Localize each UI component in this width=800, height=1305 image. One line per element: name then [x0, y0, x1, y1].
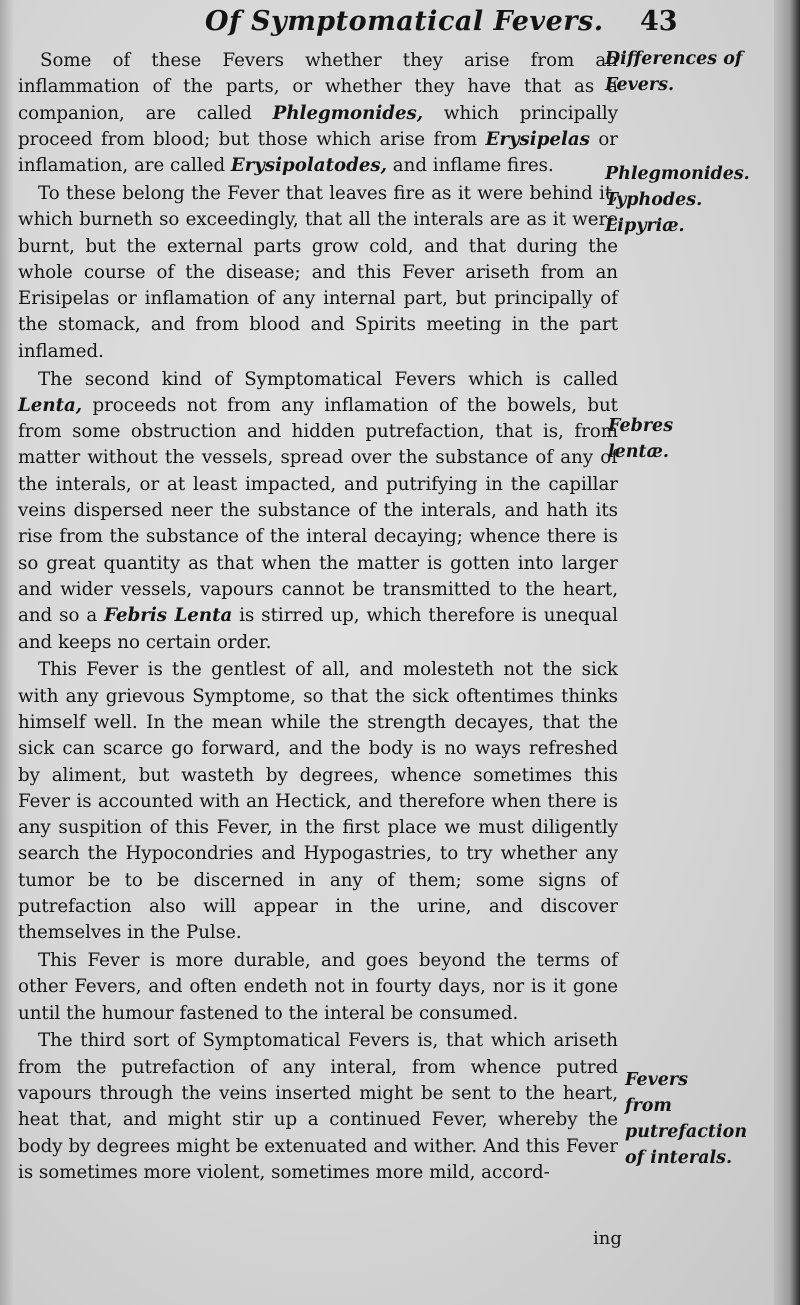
- margin-note-differences: Differences of Fevers.: [605, 49, 743, 95]
- text-run: is stirred up, which therefore is unequal and keeps no certain order.: [18, 605, 619, 653]
- text-run: This Fever is the gentlest of all, and molesteth not the sick with any grievous Symptome, so that the sick oftentimes thinks himself well. In the mean while the strength decayes, that the sick can scarce go forward, and the body is no ways refreshed by aliment, but wasteth by degrees, whence sometimes this Fever is accounted with an Hectick, and therefore when there is any suspition of this Fever, in the first place we must diligently search the Hypocondries and Hypogastries, to try whether any tumor be to be discerned in any of them; some signs of putrefaction also will appear in the urine, and discover themselves in the Pulse.: [18, 659, 618, 944]
- body-text: [18, 48, 618, 1188]
- italic-term: Erysipolatodes,: [230, 155, 387, 177]
- page-left-shadow: [0, 0, 14, 1305]
- italic-term: Phlegmonides,: [272, 102, 424, 124]
- text-run: proceeds not from any inflamation of the bowels, but from some obstruction and hidden putrefaction, that is, from matter without the vessels, spread over the substance of any of the interals, or at least impacted, and putrifying in the capillar veins dispersed neer the substance of the interals, and hath its rise from the substance of the interal decaying; whence there is so great quantity as that when the matter is gotten into larger and wider vessels, vapours cannot be transmitted to the heart, and so a: [18, 394, 618, 627]
- text-run: To these belong the Fever that leaves fire as it were behind it, which burneth so exceedingly, that all the interals are as it were burnt, but the external parts grow cold, and that during the whole course of the disease; and this Fever ariseth from an Erisipelas or inflamation of any internal part, but principally of the stomack, and from blood and Spirits meeting in the part inflamed.: [18, 182, 618, 362]
- paragraph: [18, 181, 618, 365]
- page-number: 43: [640, 6, 678, 37]
- italic-term: Erysipelas: [485, 128, 590, 150]
- paragraph: [18, 657, 618, 946]
- paragraph: [18, 367, 618, 656]
- page-header: [0, 4, 800, 44]
- text-run: The second kind of Symptomatical Fevers which is called: [38, 368, 618, 390]
- text-run: which principally proceed from blood; but those which arise from: [18, 102, 618, 150]
- text-run: or inflamation, are called: [18, 128, 618, 177]
- paragraph: [18, 948, 618, 1027]
- italic-term: Febris Lenta: [104, 605, 233, 627]
- margin-note-fevers-from-putrefaction: Fevers from putrefaction of interals.: [625, 1070, 748, 1168]
- paragraph: [18, 1028, 618, 1186]
- text-run: This Fever is more durable, and goes beyond the terms of other Fevers, and often endeth not in fourty days, nor is it gone until the humour fastened to the interal be consumed.: [18, 950, 618, 1024]
- margin-note-febres-lentae: Febres lentæ.: [608, 416, 674, 462]
- margin-note-phlegmonides: Phlegmonides. Typhodes. Lipyriæ.: [605, 164, 750, 236]
- italic-term: Lenta,: [18, 394, 83, 416]
- catchword: ing: [593, 1228, 622, 1249]
- running-title: Of Symptomatical Fevers.: [205, 6, 604, 37]
- text-run: and inflame fires.: [387, 155, 554, 177]
- paragraph: [18, 48, 618, 179]
- text-run: The third sort of Symptomatical Fevers is, that which ariseth from the putrefaction of any interal, from whence putred vapours through the veins inserted might be sent to the heart, heat that, and might stir up a continued Fever, whereby the body by degrees might be extenuated and wither. And this Fever is sometimes more violent, sometimes more mild, accord-: [18, 1030, 618, 1183]
- text-run: Some of these Fevers whether they arise from an inflammation of the parts, or whether they have that as a companion, are called: [18, 50, 618, 124]
